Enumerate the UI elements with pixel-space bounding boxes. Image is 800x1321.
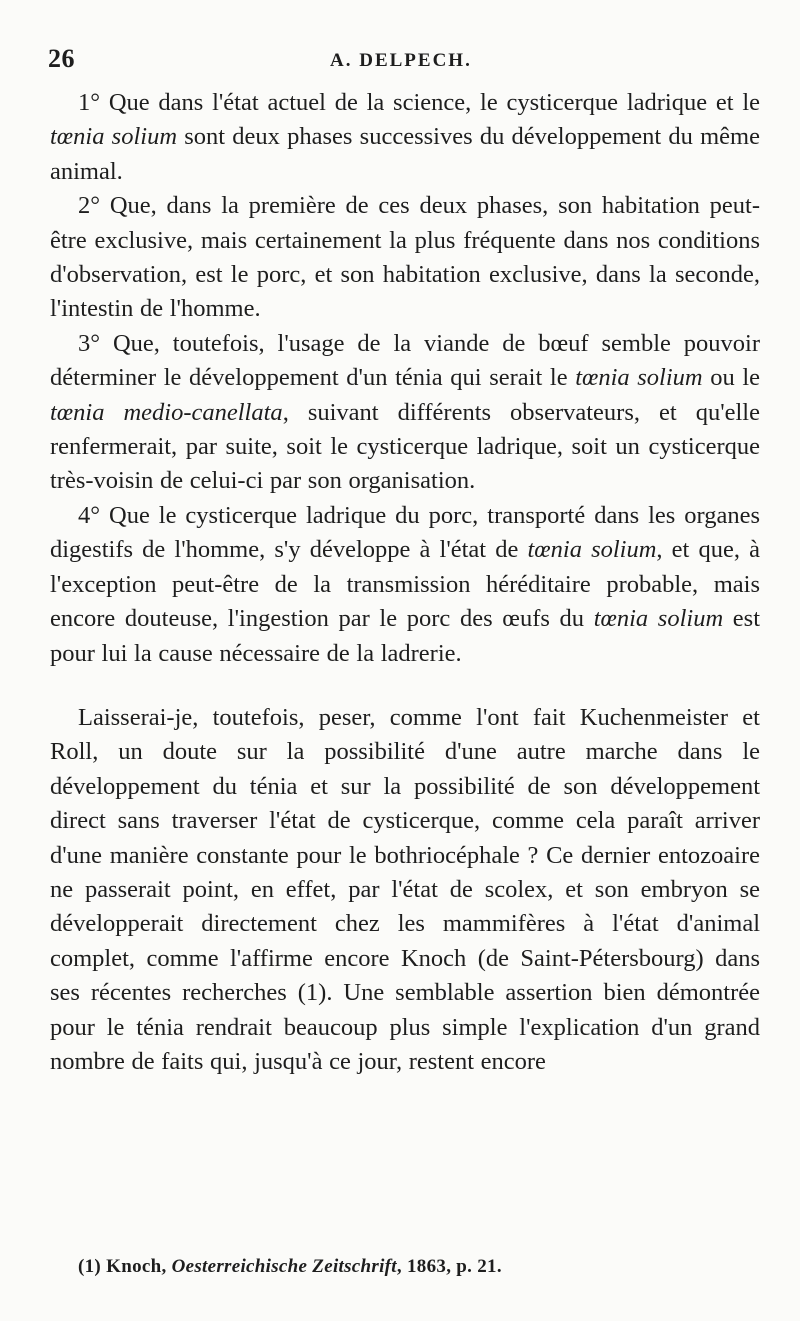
footnote-author: Knoch,: [106, 1256, 167, 1277]
paragraph-1: [50, 86, 760, 189]
body-text: [50, 86, 760, 1079]
footnote-journal: Oesterreichische Zeitschrift: [171, 1256, 397, 1277]
italic-term: tœnia medio-canellata: [50, 398, 283, 426]
italic-term: tœnia solium: [527, 536, 657, 564]
text-run: est pour lui la cause nécessaire de la ladrerie.: [50, 605, 761, 667]
paragraph-3: [50, 327, 760, 499]
text-run: 3° Que, toutefois, l'usage de la viande de bœuf semble pouvoir déterminer le développement d'un ténia qui serait le: [50, 329, 760, 392]
paragraph-5: [50, 701, 760, 1079]
footnote-rest: , 1863, p. 21.: [396, 1256, 502, 1277]
text-run: Laisserai-je, toutefois, peser, comme l'ont fait Kuchenmeister et Roll, un doute sur la possibilité d'une autre marche dans le développement du ténia et sur la possibilité de son développement direct sans traverser l'état de cysticerque, comme cela paraît arriver d'une manière constante pour le bothriocéphale ? Ce dernier entozoaire ne passerait point, en effet, par l'état de scolex, et son embryon se développerait directement chez les mammifères à l'état d'animal complet, comme l'affirme encore Knoch (de Saint-Pétersbourg) dans ses récentes recherches (1). Une semblable assertion bien démontrée pour le ténia rendrait beaucoup plus simple l'explication d'un grand nombre de faits qui, jusqu'à ce jour, restent encore: [50, 703, 760, 1075]
italic-term: tœnia solium: [575, 364, 703, 392]
page-header: [48, 44, 760, 78]
text-run: ou le: [702, 364, 761, 392]
text-run: 2° Que, dans la première de ces deux phases, son habitation peut-être exclusive, mais certainement la plus fréquente dans nos conditions d'observation, est le porc, et son habitation exclusive, dans la seconde, l'intestin de l'homme.: [50, 192, 760, 323]
page-number: 26: [48, 44, 75, 73]
italic-term: tœnia solium: [50, 123, 178, 151]
footnote: [78, 1256, 758, 1278]
text-run: , suivant différents observateurs, et qu'elle renfermerait, par suite, soit le cysticerque ladrique, soit un cysticerque très-voisin de celui-ci par son organisation.: [50, 398, 760, 495]
running-head: A. DELPECH.: [330, 50, 472, 71]
paragraph-2: [50, 189, 760, 327]
italic-term: tœnia solium: [593, 605, 724, 633]
footnote-marker: (1): [78, 1256, 102, 1277]
text-run: 1° Que dans l'état actuel de la science, le cysticerque ladrique et le: [78, 89, 760, 116]
paragraph-4: [50, 499, 760, 671]
text-run: sont deux phases successives du développement du même animal.: [50, 123, 760, 185]
text-run: 4° Que le cysticerque ladrique du porc, transporté dans les organes digestifs de l'homme, s'y développe à l'état de: [50, 501, 760, 564]
text-run: , et que, à l'exception peut-être de la transmission héréditaire probable, mais encore douteuse, l'ingestion par le porc des œufs du: [50, 536, 760, 633]
